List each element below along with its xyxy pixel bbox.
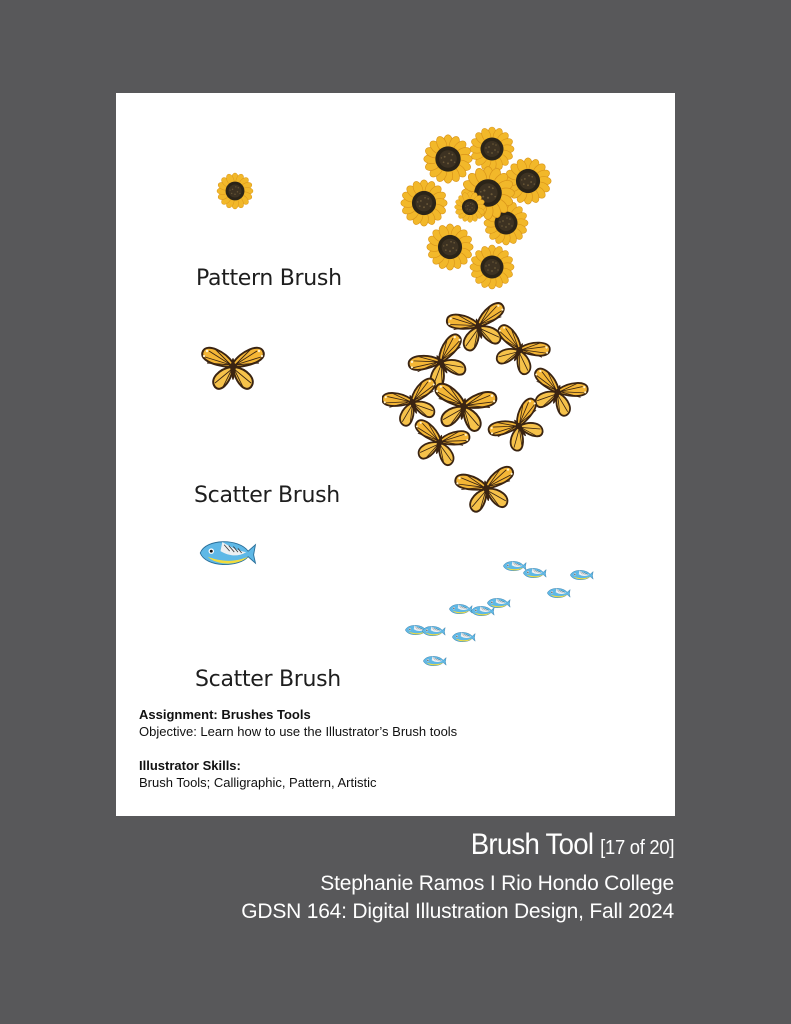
butterfly-sample-icon xyxy=(200,333,266,393)
fish-scatter-group xyxy=(396,551,596,681)
slide-counter: [17 of 20] xyxy=(600,837,674,859)
skills-list: Brush Tools; Calligraphic, Pattern, Artistic xyxy=(139,775,377,790)
assignment-card xyxy=(116,93,675,816)
assignment-objective: Objective: Learn how to use the Illustrator’s Brush tools xyxy=(139,724,458,739)
course-line: GDSN 164: Digital Illustration Design, Fall 2024 xyxy=(241,900,674,923)
sunflower-pattern-cluster xyxy=(400,123,560,293)
caption-title xyxy=(471,828,674,862)
butterfly-scatter-group xyxy=(382,291,592,519)
scatter-brush-label-1: Scatter Brush xyxy=(194,483,340,508)
assignment-heading: Assignment: Brushes Tools xyxy=(139,707,311,722)
scatter-brush-label-2: Scatter Brush xyxy=(195,667,341,692)
pattern-brush-label: Pattern Brush xyxy=(196,266,342,291)
fish-sample-icon xyxy=(196,531,258,575)
caption-title-text: Brush Tool xyxy=(470,828,594,861)
author-line: Stephanie Ramos I Rio Hondo College xyxy=(320,872,674,895)
sunflower-sample-icon xyxy=(213,169,257,213)
skills-heading: Illustrator Skills: xyxy=(139,758,241,773)
